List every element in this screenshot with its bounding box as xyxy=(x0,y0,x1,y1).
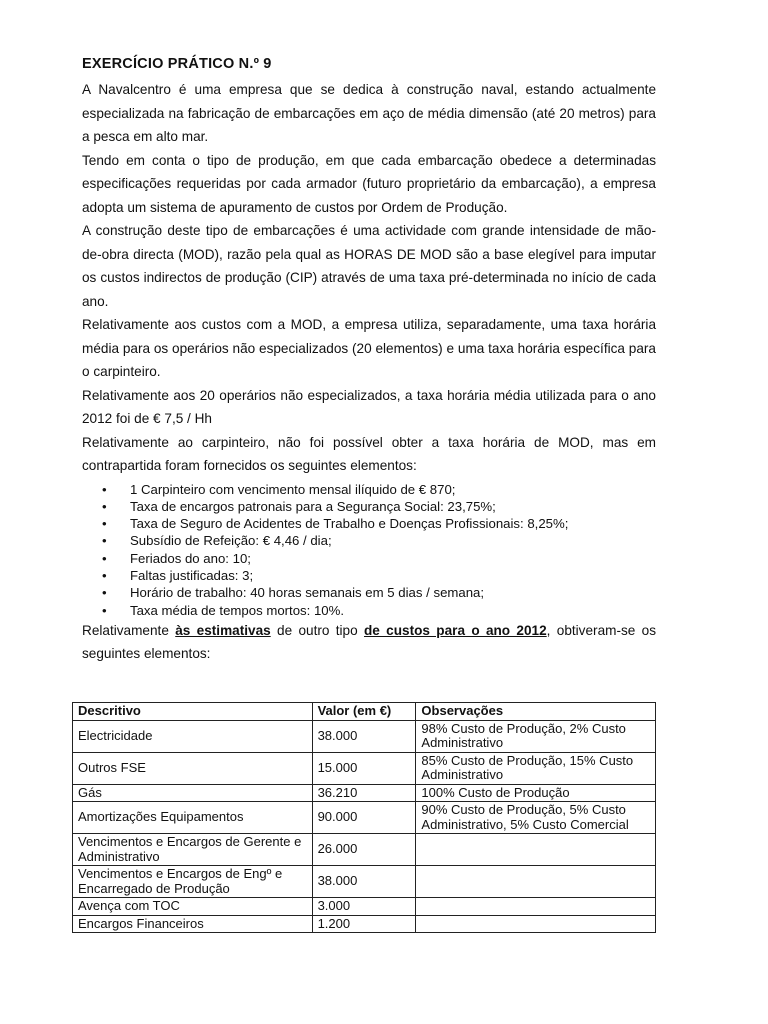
table-row xyxy=(73,866,656,898)
table-header-row xyxy=(73,703,656,721)
cell-valor: 15.000 xyxy=(312,752,416,784)
estimates-underlined-1: às estimativas xyxy=(175,622,271,638)
table-row xyxy=(73,784,656,802)
list-item: • Faltas justificadas: 3; xyxy=(130,567,656,584)
cell-descritivo: Gás xyxy=(73,784,313,802)
paragraph-unskilled-rate: Relativamente aos 20 operários não especializados, a taxa horária média utilizada para o ano 2012 foi de € 7,5 / Hh xyxy=(82,387,656,426)
estimates-text-before: Relativamente xyxy=(82,622,176,638)
cell-descritivo: Electricidade xyxy=(73,720,313,752)
estimates-text-after: , obtiveram-se os seguintes elementos: xyxy=(82,622,657,662)
cell-observacoes: 85% Custo de Produção, 15% Custo Administrativo xyxy=(416,752,656,784)
cell-valor: 1.200 xyxy=(312,915,416,933)
cell-observacoes xyxy=(416,834,656,866)
header-valor: Valor (em €) xyxy=(312,703,416,721)
cell-valor: 38.000 xyxy=(312,720,416,752)
cell-descritivo: Avença com TOC xyxy=(73,898,313,916)
list-item: • Feriados do ano: 10; xyxy=(130,550,656,567)
list-item: • Taxa média de tempos mortos: 10%. xyxy=(130,602,656,619)
table-row xyxy=(73,898,656,916)
cost-estimates-table xyxy=(72,702,656,933)
cell-valor: 38.000 xyxy=(312,866,416,898)
carpenter-elements-list xyxy=(82,481,656,619)
paragraph-carpenter: Relativamente ao carpinteiro, não foi possível obter a taxa horária de MOD, mas em contrapartida foram fornecidos os seguintes elementos: xyxy=(82,434,656,473)
estimates-text-middle: de outro tipo xyxy=(270,622,364,638)
cell-descritivo: Vencimentos e Encargos de Engº e Encarregado de Produção xyxy=(73,866,313,898)
table-row xyxy=(73,834,656,866)
table-row xyxy=(73,915,656,933)
document-body xyxy=(82,78,656,666)
cell-descritivo: Outros FSE xyxy=(73,752,313,784)
paragraph-production-type: Tendo em conta o tipo de produção, em que cada embarcação obedece a determinadas especificações requeridas por cada armador (futuro proprietário da embarcação), a empresa adopta um sistema de apuramento de custos por Ordem de Produção. xyxy=(82,152,656,215)
cell-observacoes xyxy=(416,866,656,898)
list-item: • Taxa de Seguro de Acidentes de Trabalho e Doenças Profissionais: 8,25%; xyxy=(130,515,656,532)
paragraph-mod-basis: A construção deste tipo de embarcações é uma actividade com grande intensidade de mão-de-obra directa (MOD), razão pela qual as HORAS DE MOD são a base elegível para imputar os custos indirectos de produção (CIP) através de uma taxa pré-determinada no início de cada ano. xyxy=(82,223,656,309)
list-item: • Taxa de encargos patronais para a Segurança Social: 23,75%; xyxy=(130,498,656,515)
exercise-title: EXERCÍCIO PRÁTICO N.º 9 xyxy=(82,56,272,72)
table-row xyxy=(73,802,656,834)
paragraph-mod-costs: Relativamente aos custos com a MOD, a empresa utiliza, separadamente, uma taxa horária média para os operários não especializados (20 elementos) e uma taxa horária específica para o carpinteiro. xyxy=(82,317,656,379)
estimates-underlined-2: de custos para o ano 2012 xyxy=(364,622,547,638)
paragraph-estimates xyxy=(82,619,656,666)
cell-valor: 36.210 xyxy=(312,784,416,802)
cell-descritivo: Vencimentos e Encargos de Gerente e Administrativo xyxy=(73,834,313,866)
cell-observacoes: 100% Custo de Produção xyxy=(416,784,656,802)
header-observacoes: Observações xyxy=(416,703,656,721)
cell-valor: 26.000 xyxy=(312,834,416,866)
header-descritivo: Descritivo xyxy=(73,703,313,721)
table-row xyxy=(73,720,656,752)
cell-observacoes: 90% Custo de Produção, 5% Custo Administrativo, 5% Custo Comercial xyxy=(416,802,656,834)
cell-observacoes xyxy=(416,915,656,933)
list-item: • Horário de trabalho: 40 horas semanais em 5 dias / semana; xyxy=(130,584,656,601)
paragraph-intro: A Navalcentro é uma empresa que se dedica à construção naval, estando actualmente especializada na fabricação de embarcações em aço de média dimensão (até 20 metros) para a pesca em alto mar. xyxy=(82,82,656,144)
cell-valor: 3.000 xyxy=(312,898,416,916)
table-row xyxy=(73,752,656,784)
list-item: • Subsídio de Refeição: € 4,46 / dia; xyxy=(130,532,656,549)
cell-descritivo: Amortizações Equipamentos xyxy=(73,802,313,834)
cell-observacoes: 98% Custo de Produção, 2% Custo Administrativo xyxy=(416,720,656,752)
cell-observacoes xyxy=(416,898,656,916)
cell-descritivo: Encargos Financeiros xyxy=(73,915,313,933)
list-item: • 1 Carpinteiro com vencimento mensal ilíquido de € 870; xyxy=(130,481,656,498)
cell-valor: 90.000 xyxy=(312,802,416,834)
